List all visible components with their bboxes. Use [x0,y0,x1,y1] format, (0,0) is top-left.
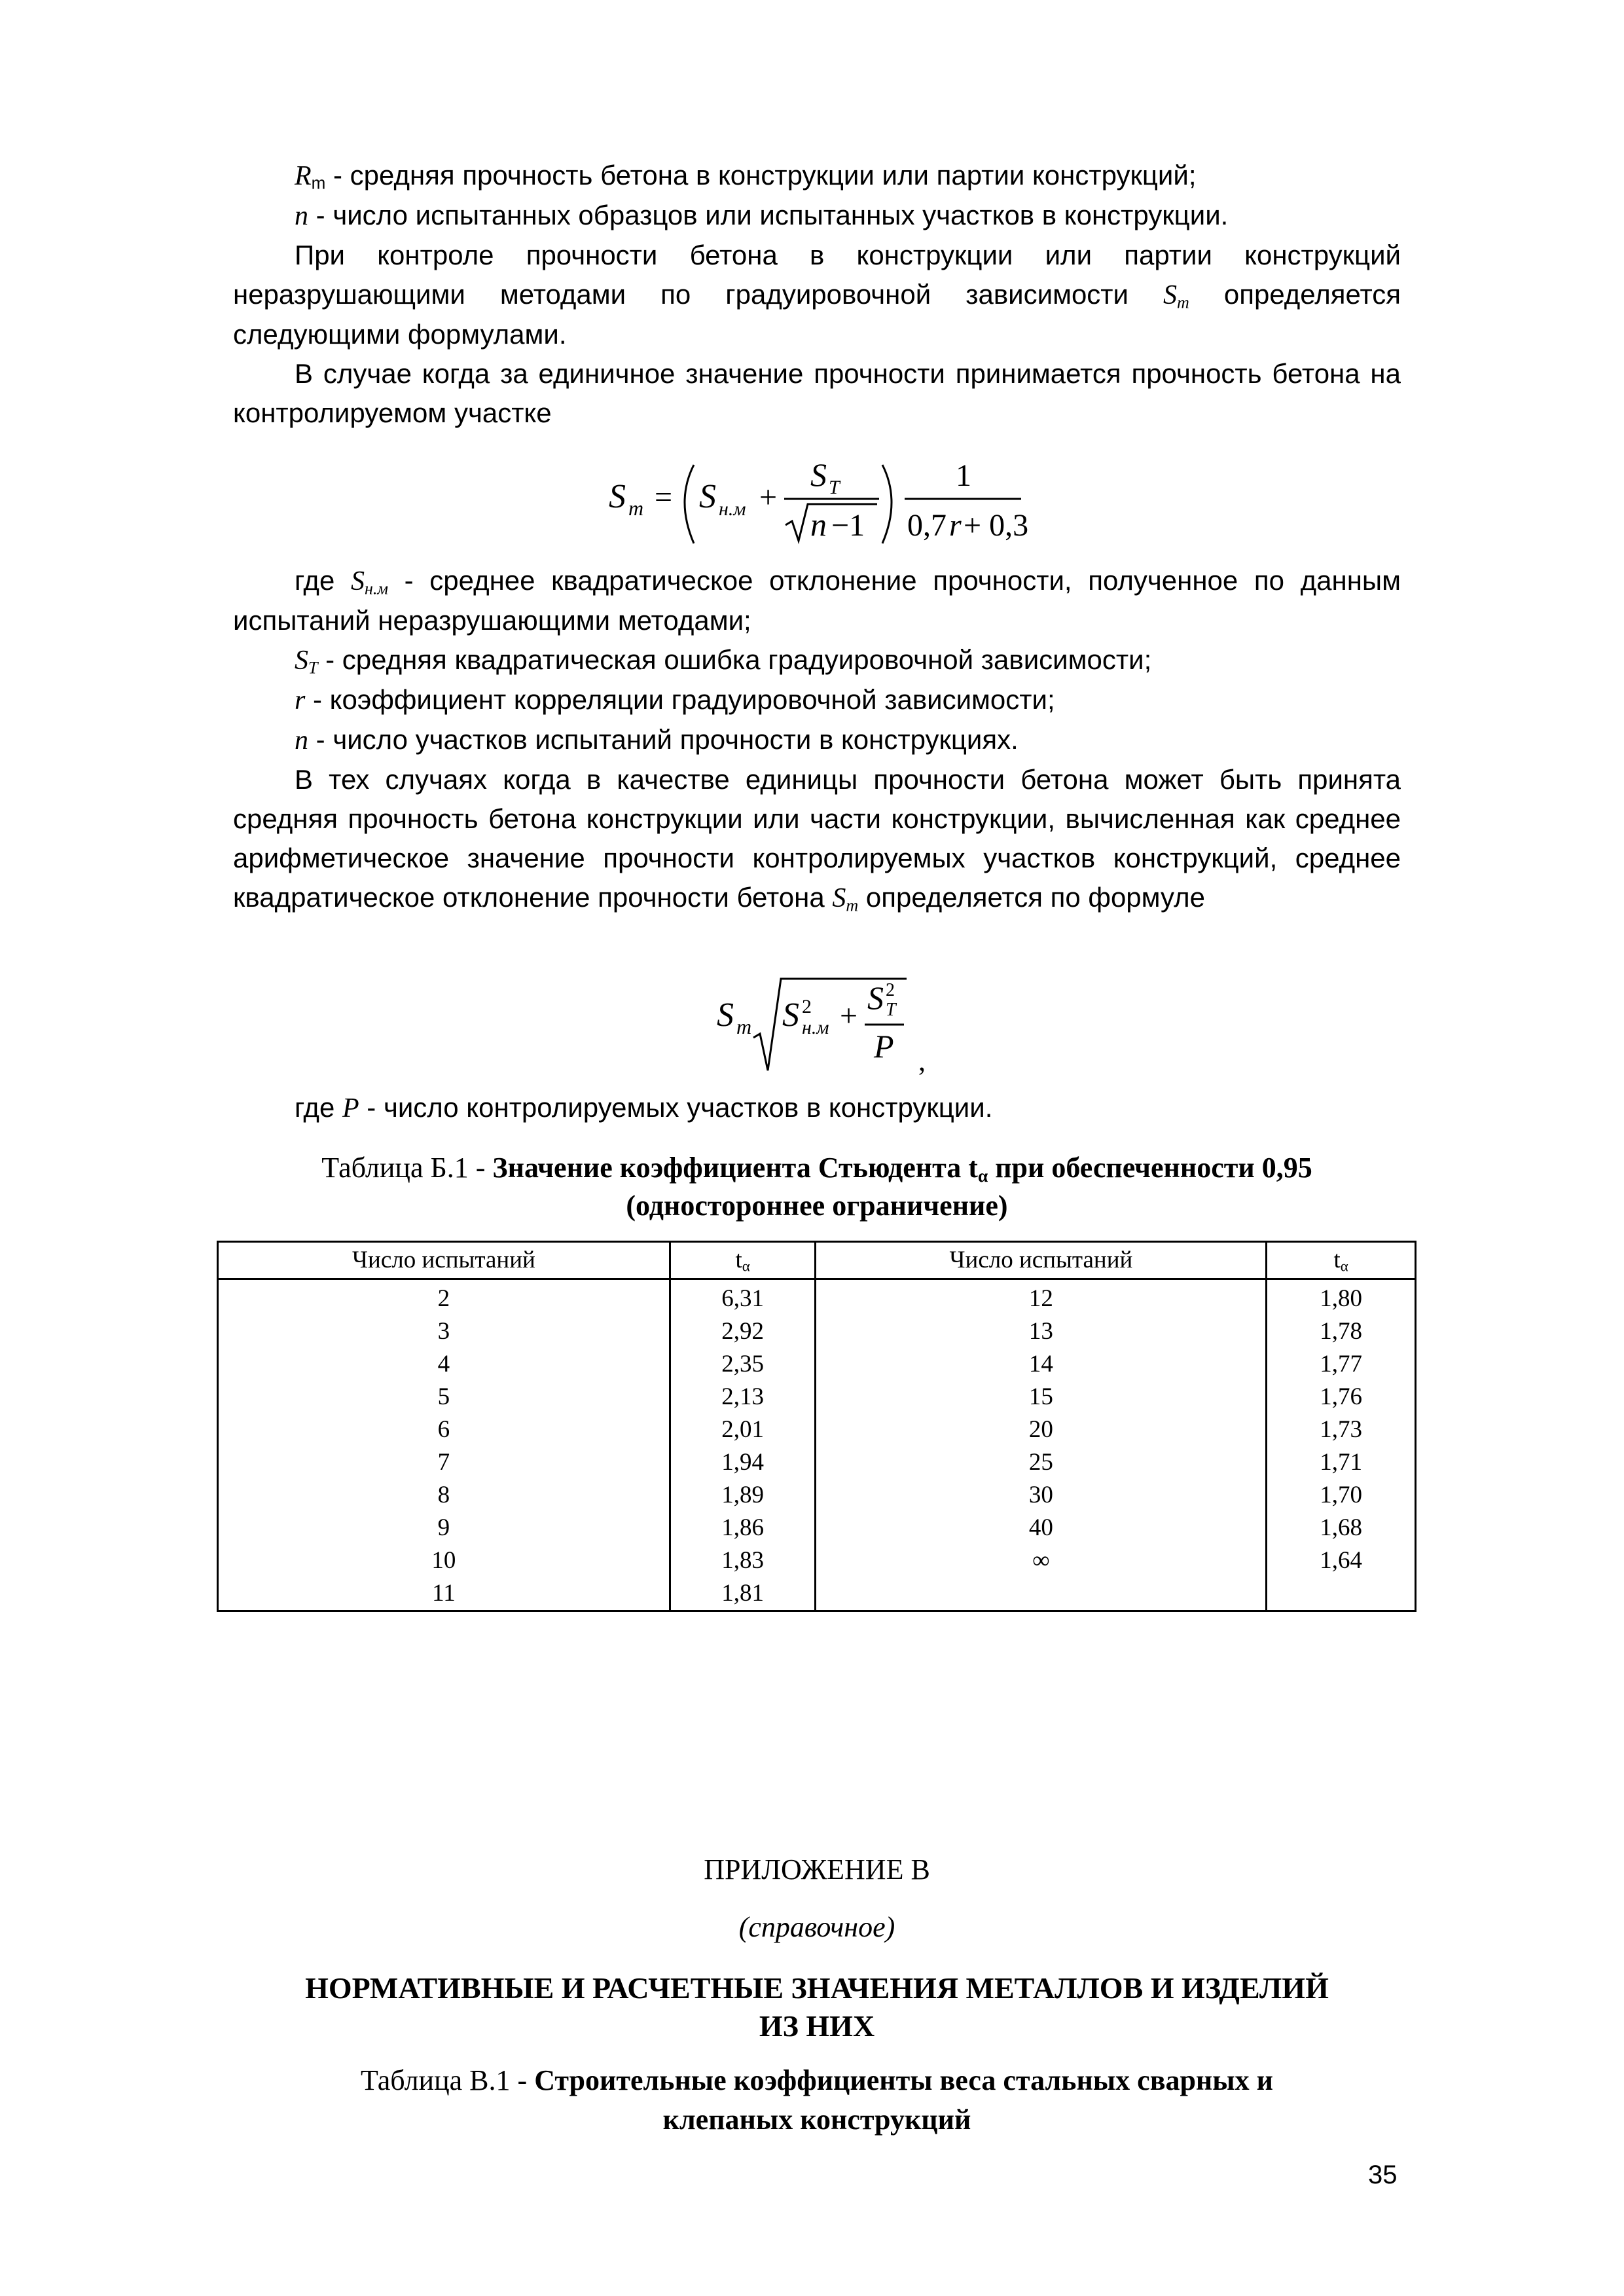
appendix-subtitle: (справочное) [738,1911,895,1943]
paragraph-n2 [233,720,1401,760]
table-cell: 4 [218,1348,670,1381]
formula-svg [710,966,946,1077]
formula-eq: = [655,480,673,515]
table-cell: 1,64 [1267,1544,1416,1577]
caption-line-1 [233,1149,1401,1187]
table-cell [1267,1577,1416,1611]
table-v1-caption-line-1 [233,2061,1401,2100]
var-sub: m [846,896,859,915]
paragraph-text: При контроле прочности бетона в конструкции или партии конструкций неразрушающими методами по градуировочной зависимости [233,240,1401,310]
table-cell: 30 [816,1479,1267,1512]
table-cell: 1,86 [670,1512,816,1544]
table-cell: 8 [218,1479,670,1512]
frac2-den-a: 0,7 [907,508,947,543]
var-p: P [342,1093,359,1123]
frac-num: S [810,456,827,493]
formula-plus: + [759,480,778,515]
var-r: r [295,685,306,716]
body-text-middle [233,561,1401,918]
var-n: n [295,725,308,756]
var-sub: T [308,658,318,678]
table-row [218,1279,1416,1316]
frac2-den-b: + 0,3 [964,508,1029,543]
term-sub: н.м [719,498,746,520]
table-v1-caption [233,2061,1401,2140]
term-sub: н.м [802,1017,829,1038]
table-cell: 1,70 [1267,1479,1416,1512]
caption-alpha: α [977,1165,988,1186]
formula-sm-graduation [602,452,1034,550]
frac2-num: 1 [956,458,971,493]
table-row [218,1479,1416,1512]
header-t-alpha-1 [670,1242,816,1279]
paragraph-r [233,680,1401,720]
table-cell: 1,73 [1267,1413,1416,1446]
appendix-heading [233,1969,1401,2045]
table-cell [816,1577,1267,1611]
table-row [218,1381,1416,1413]
table-cell: 20 [816,1413,1267,1446]
formula-plus: + [840,998,858,1033]
appendix-heading-line-1: НОРМАТИВНЫЕ И РАСЧЕТНЫЕ ЗНАЧЕНИЯ МЕТАЛЛОВ И ИЗДЕЛИЙ [305,1971,1329,2005]
paragraph-text: - коэффициент корреляции градуировочной зависимости; [305,684,1055,715]
frac-den: P [874,1028,894,1065]
table-cell: 1,89 [670,1479,816,1512]
table-cell: 25 [816,1446,1267,1479]
caption-prefix: Таблица В.1 - [361,2064,535,2096]
table-b1-caption [233,1149,1401,1225]
paragraph-text: определяется по формуле [858,882,1205,913]
formula-lhs-sub: m [736,1015,752,1038]
table-cell: 2 [218,1279,670,1316]
formula-lhs-sub: m [628,496,644,520]
caption-bold: при обеспеченности 0,95 [988,1152,1312,1184]
frac-num-sub: T [886,1000,896,1020]
frac-num-sup: 2 [886,980,895,1000]
table-cell: 2,92 [670,1315,816,1348]
paragraph-mean [233,760,1401,918]
paragraph-text: определяется следующими формулами. [233,279,1401,350]
paragraph-text: - число участков испытаний прочности в конструкциях. [308,724,1019,755]
table-cell: 11 [218,1577,670,1611]
table-cell: 6,31 [670,1279,816,1316]
table-row [218,1315,1416,1348]
header-t-alpha-2 [1267,1242,1416,1279]
var-s: S [1163,280,1178,310]
paragraph-rm [233,156,1401,196]
caption-prefix: Таблица Б.1 - [321,1152,493,1184]
student-coefficient-table [217,1241,1416,1612]
table-cell: 2,35 [670,1348,816,1381]
table-cell: 14 [816,1348,1267,1381]
paragraph-text: В тех случаях когда в качестве единицы прочности бетона может быть принята средняя прочность бетона конструкции или части конструкции, вычисленная как среднее арифметическое значение прочности контролируемых участков конструкций, среднее квадратическое отклонение прочности бетона [233,764,1401,913]
table-row [218,1413,1416,1446]
formula-lhs: S [609,478,626,515]
table-cell: 1,76 [1267,1381,1416,1413]
body-text-top [233,156,1401,433]
table-cell: 12 [816,1279,1267,1316]
table-row [218,1348,1416,1381]
header-tests-2: Число испытаний [816,1242,1267,1279]
paragraph-text: - средняя прочность бетона в конструкции или партии конструкций; [325,160,1197,191]
paragraph-single-value: В случае когда за единичное значение прочности принимается прочность бетона на контролируемом участке [233,358,1401,428]
paragraph-text: - среднее квадратическое отклонение прочности, полученное по данным испытаний неразрушающими методами; [233,565,1401,636]
term-sup: 2 [802,996,812,1017]
paren-right [882,465,892,543]
formula-lhs: S [717,996,734,1034]
header-t: t [1333,1247,1341,1273]
table-cell: 7 [218,1446,670,1479]
paragraph-text: где [295,1092,342,1123]
paragraph-text: - число контролируемых участков в конструкции. [359,1092,993,1123]
paren-left [685,465,694,543]
formula-svg [602,452,1034,550]
var-n: n [295,201,308,231]
table-cell: 1,77 [1267,1348,1416,1381]
paragraph-snm [233,561,1401,640]
den-n: n [810,506,827,543]
caption-bold: Значение коэффициента Стьюдента t [492,1152,978,1184]
table-row [218,1446,1416,1479]
header-alpha: α [742,1258,750,1275]
term-s: S [782,996,799,1034]
caption-line-2: (одностороннее ограничение) [626,1190,1008,1222]
table-cell: 1,78 [1267,1315,1416,1348]
formula-sm-mean [710,966,946,1077]
var-r: R [295,161,312,191]
var-s: S [832,883,846,913]
frac-num-sub: T [829,477,840,498]
var-s: S [350,566,365,596]
paragraph-text: где [295,565,351,596]
var-sub: m [311,173,326,193]
table-cell: 1,71 [1267,1446,1416,1479]
paragraph-control [233,236,1401,354]
appendix-heading-line-2: ИЗ НИХ [759,2009,875,2043]
body-text-p [233,1088,1401,1128]
den-rest: −1 [831,508,865,543]
table-cell: 2,13 [670,1381,816,1413]
table-row [218,1512,1416,1544]
paragraph-n [233,196,1401,236]
header-alpha: α [1340,1258,1348,1275]
table-row [218,1544,1416,1577]
frac-num: S [867,979,884,1016]
table-cell: 1,68 [1267,1512,1416,1544]
paragraph-st [233,640,1401,680]
table-cell: 5 [218,1381,670,1413]
table-cell: ∞ [816,1544,1267,1577]
formula-comma: , [918,1045,926,1077]
frac2-den-r: r [949,508,962,543]
page-number: 35 [1368,2160,1398,2189]
paragraph-text: - число испытанных образцов или испытанных участков в конструкции. [308,200,1229,230]
table-cell: 13 [816,1315,1267,1348]
table-cell: 40 [816,1512,1267,1544]
var-sub: m [1177,293,1189,312]
header-tests-1: Число испытаний [218,1242,670,1279]
header-t: t [735,1247,742,1273]
table-cell: 9 [218,1512,670,1544]
table-cell: 2,01 [670,1413,816,1446]
table-cell: 3 [218,1315,670,1348]
table-cell: 10 [218,1544,670,1577]
var-s: S [295,646,308,676]
table-header-row [218,1242,1416,1279]
table-cell: 1,94 [670,1446,816,1479]
table-cell: 6 [218,1413,670,1446]
paragraph-text: - средняя квадратическая ошибка градуировочной зависимости; [317,644,1152,675]
table-cell: 15 [816,1381,1267,1413]
table-row [218,1577,1416,1611]
table-cell: 1,81 [670,1577,816,1611]
term-s: S [699,478,716,515]
table-cell: 1,80 [1267,1279,1416,1316]
appendix-title: ПРИЛОЖЕНИЕ В [704,1853,930,1886]
table-cell: 1,83 [670,1544,816,1577]
caption-bold: Строительные коэффициенты веса стальных сварных и [534,2064,1273,2096]
table-v1-caption-line-2: клепаных конструкций [662,2104,971,2136]
paragraph-p [233,1088,1401,1128]
var-sub: н.м [364,579,388,598]
